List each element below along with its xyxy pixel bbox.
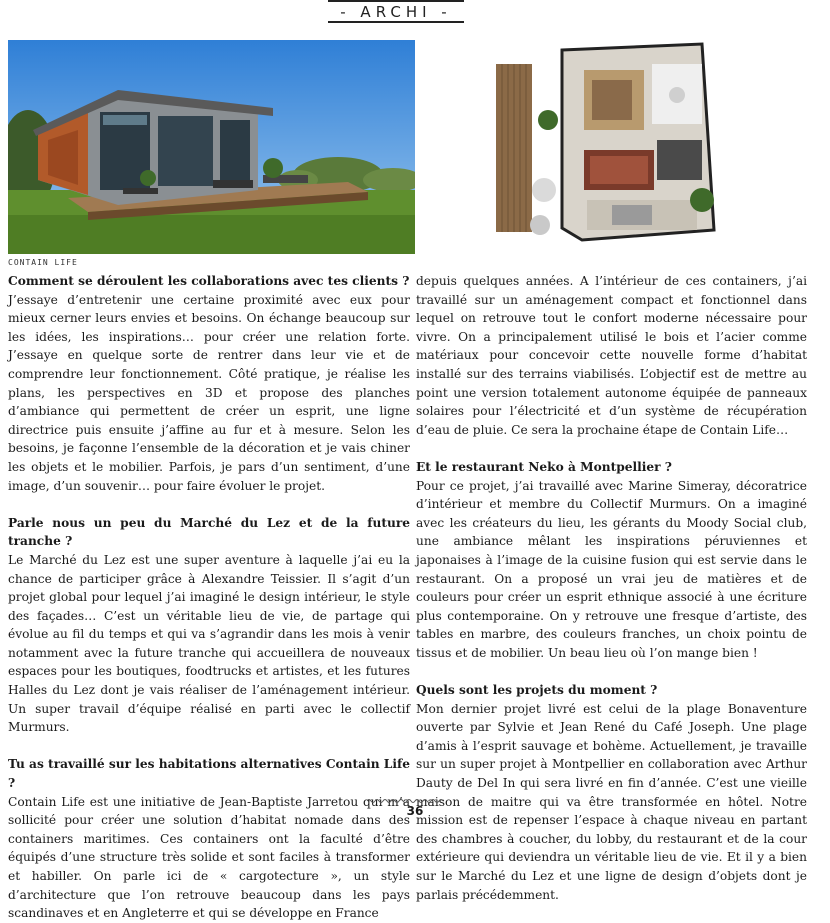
answer-contain-life-part2: depuis quelques années. A l’intérieur de ces containers, j’ai travaillé sur un aménagement compact et fonctionnel dans lequel on retrouve tout le confort moderne nécessaire pour vivre. On a principalement utilisé le bois et l’acier comme matériaux pour concevoir cette nouvelle forme d’habitat installé sur des terrains viabilisés. L’objectif est de mettre au point une version totalement autonome équipée de panneaux solaires pour l’électricité et d’un système de récupération d’eau de pluie. Ce sera la prochaine étape de Contain Life… [416,274,807,437]
question-contain-life: Tu as travaillé sur les habitations alternatives Contain Life ? [8,757,410,791]
section-title: - ARCHI - [340,3,452,21]
contain-life-photo [8,40,415,254]
photo-caption: CONTAIN LIFE [8,258,78,267]
question-marche-du-lez: Parle nous un peu du Marché du Lez et de la future tranche ? [8,515,410,549]
contain-life-floor-plan [492,40,724,246]
answer-projects: Mon dernier projet livré est celui de la plage Bonaventure ouverte par Sylvie et Jean René du Café Joseph. Une plage d’amis à l’esprit sauvage et bohème. Actuellement, je travaille sur un super projet à Montpellier en collaboration avec Arthur Dauty de Del In qui sera livré en fin d’année. C’est une vieille maison de maitre qui va être transformée en hôtel. Notre mission est de repenser l’espace à chaque niveau en partant des chambres à coucher, du lobby, du restaurant et de la cour extérieure qui deviendra un véritable lieu de vie. Et il y a bien sur le Marché du Lez et une ligne de design d’objets dont je parlais précédemment. [416,701,807,902]
answer-neko: Pour ce projet, j’ai travaillé avec Marine Simeray, décoratrice d’intérieur et membre du Collectif Murmurs. On a imaginé avec les créateurs du lieu, les gérants du Moody Social club, une ambiance mêlant les inspirations péruviennes et japonaises à l’image de la cuisine fusion qui est servie dans le restaurant. On a proposé un vrai jeu de matières et de couleurs pour créer un esprit ethnique associé à une écriture plus contemporaine. On y retrouve une fresque d’artiste, des tables en marbre, des couleurs franches, un choix pointu de tissus et de mobilier. Un beau lieu où l’on mange bien ! [416,478,807,660]
question-neko: Et le restaurant Neko à Montpellier ? [416,459,672,474]
question-projects: Quels sont les projets du moment ? [416,683,658,698]
answer-collaborations: J’essaye d’entretenir une certaine proximité avec eux pour mieux cerner leurs envies et besoins. On échange beaucoup sur les idées, les inspirations… pour créer une relation forte. J’essaye en quelque sorte de rentrer dans leur vie et de comprendre leur fonctionnement. Côté pratique, je réalise les plans, les perspectives en 3D et propose des planches d’ambiance qui permettent de créer un esprit, une ligne directrice puis ensuite j’affine au fur et à mesure. Selon les besoins, je façonne l’ensemble de la décoration et je vais chiner les objets et le mobilier. Parfois, je pars d’un sentiment, d’une image, d’un souvenir… pour faire évoluer le projet. [8,292,410,493]
article-column-left [8,272,410,923]
question-collaborations: Comment se déroulent les collaborations avec tes clients ? [8,274,410,288]
header-rule-top [328,0,464,2]
header-rule-bottom [328,21,464,23]
answer-contain-life-part1: Contain Life est une initiative de Jean-Baptiste Jarretou qui m’a sollicité pour créer une solution d’habitat nomade dans des containers maritimes. Ces containers ont la faculté d’être équipés d’une structure très solide et sont faciles à transformer et habiller. On parle ici de « cargotecture », un style d’architecture que l’on retrouve beaucoup dans les pays scandinaves et en Angleterre et qui se développe en France [8,794,410,921]
page-number: 36 [406,804,424,818]
answer-marche-du-lez: Le Marché du Lez est une super aventure à laquelle j’ai eu la chance de participer grâce à Alexandre Teissier. Il s’agit d’un projet global pour lequel j’ai imaginé le design intérieur, le style des façades… C’est un véritable lieu de vie, de partage qui évolue au fil du temps et qui va s’agrandir dans les mois à venir notamment avec la future tranche qui accueillera de nouveaux espaces pour les boutiques, foodtrucks et artistes, et les futures Halles du Lez dont je vais réaliser de l’aménagement intérieur. Un super travail d’équipe réalisé en parti avec le collectif Murmurs. [8,552,410,735]
